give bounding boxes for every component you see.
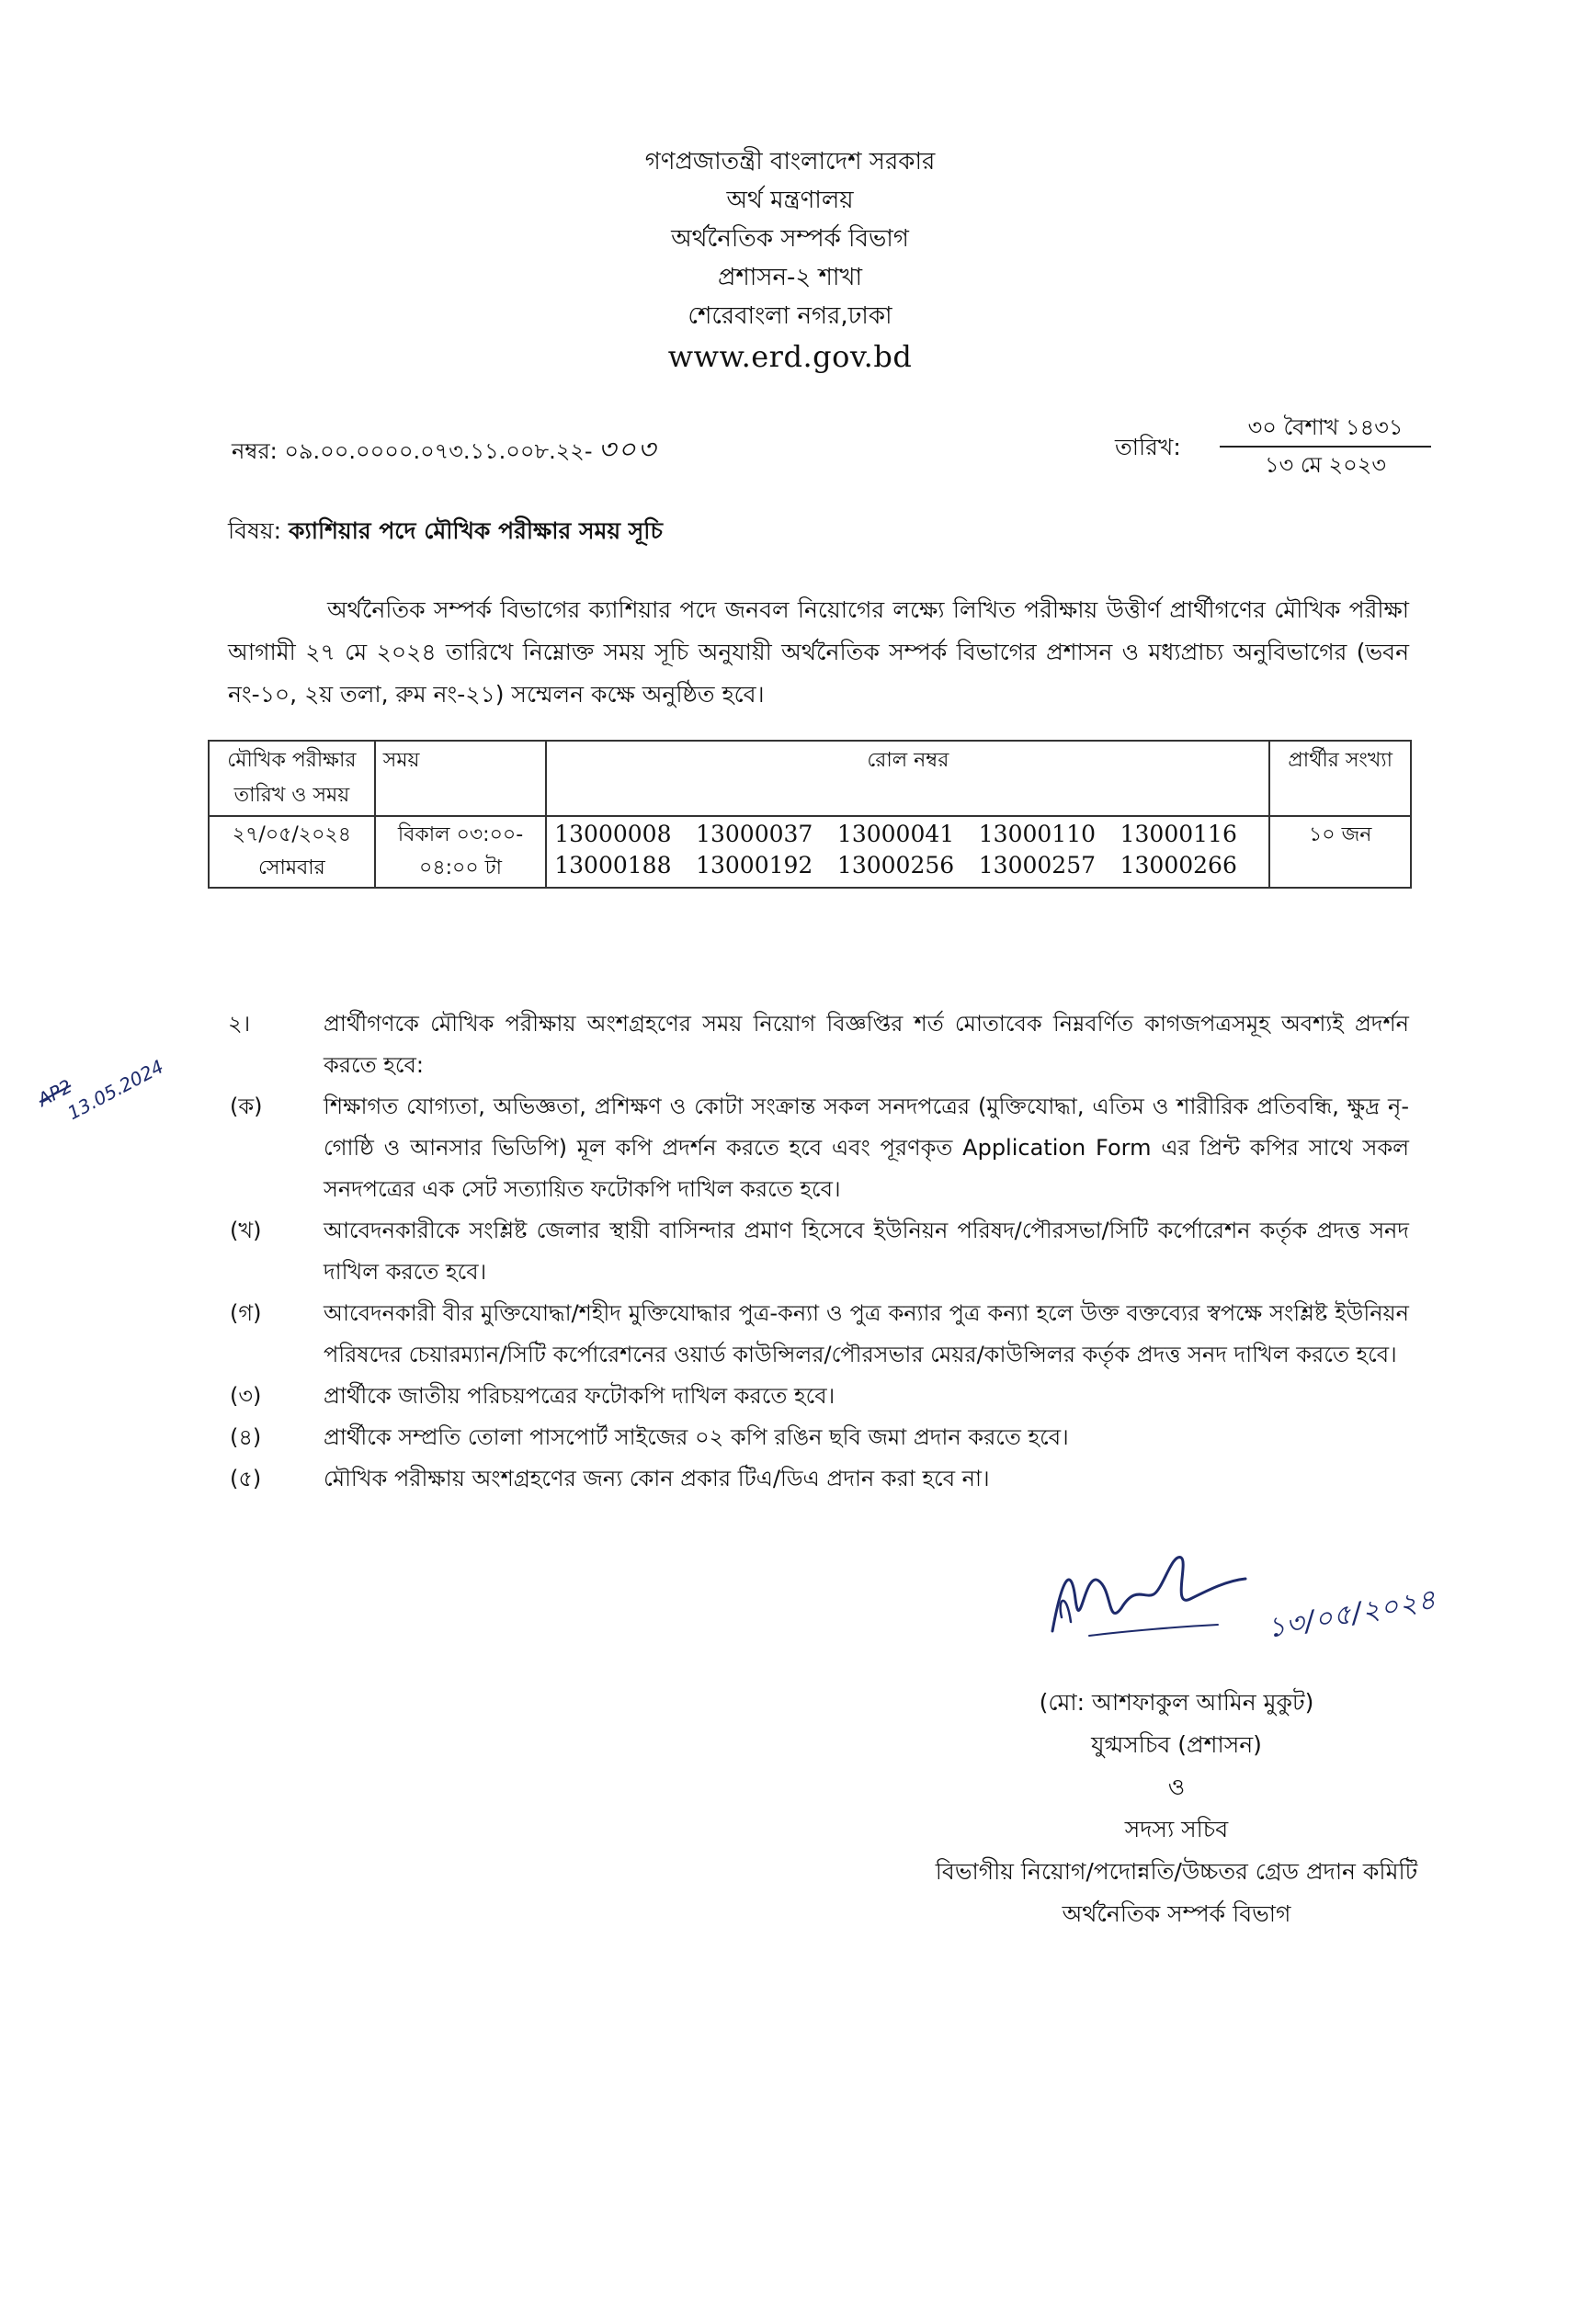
cell-time: [375, 816, 546, 888]
roll-number: 13000257: [978, 852, 1097, 879]
header-line-government: গণপ্রজাতন্ত্রী বাংলাদেশ সরকার: [644, 148, 936, 176]
date-gregorian: ১৩ মে ২০২৩: [1265, 452, 1386, 478]
list-item: [228, 1458, 1409, 1500]
list-item: [228, 1086, 1409, 1210]
instruction-list: [228, 1003, 1409, 1500]
list-item-number: (খ): [230, 1218, 262, 1243]
header-line-address: শেরেবাংলা নগর,ঢাকা: [688, 302, 892, 330]
list-item-number: (৫): [230, 1466, 262, 1491]
list-item-text: প্রার্থীকে জাতীয় পরিচয়পত্রের ফটোকপি দাখিল করতে হবে।: [324, 1383, 835, 1409]
signatory-committee: বিভাগীয় নিয়োগ/পদোন্নতি/উচ্চতর গ্রেড প্রদান কমিটি: [935, 1858, 1418, 1885]
memo-number: [232, 427, 657, 474]
signature-handwritten-date: ১৩/০৫/২০২৪: [1265, 1583, 1439, 1645]
header-website: www.erd.gov.bd: [667, 339, 913, 374]
list-item: [228, 1210, 1409, 1293]
schedule-table: [208, 740, 1412, 889]
list-item: [228, 1003, 1409, 1086]
list-item: [228, 1376, 1409, 1417]
header-cell-roll: রোল নম্বর: [546, 741, 1269, 816]
roll-number: 13000008: [554, 821, 672, 847]
list-item-text: প্রার্থীকে সম্প্রতি তোলা পাসপোর্ট সাইজের ০২ কপি রঙিন ছবি জমা প্রদান করতে হবে।: [324, 1424, 1069, 1450]
list-item-text: প্রার্থীগণকে মৌখিক পরীক্ষায় অংশগ্রহণের সময় নিয়োগ বিজ্ঞপ্তির শর্ত মোতাবেক নিম্নবর্ণিত কাগজপত্রসমূহ অবশ্যই প্রদর্শন করতে হবে:: [324, 1011, 1409, 1078]
margin-note-initials: AP2: [33, 1074, 76, 1111]
list-item-number: (গ): [230, 1300, 262, 1326]
roll-number: 13000116: [1120, 821, 1237, 847]
margin-note-date: 13.05.2024: [63, 1055, 167, 1125]
list-item-text: শিক্ষাগত যোগ্যতা, অভিজ্ঞতা, প্রশিক্ষণ ও কোটা সংক্রান্ত সকল সনদপত্রের (মুক্তিযোদ্ধা, এতিম ও শারীরিক প্রতিবন্ধি, ক্ষুদ্র নৃ-গোষ্ঠি ও আনসার ভিডিপি) মূল কপি প্রদর্শন করতে হবে এবং পূরণকৃত Application Form এর প্রিন্ট কপির সাথে সকল সনদপত্রের এক সেট সত্যায়িত ফটোকপি দাখিল করতে হবে।: [324, 1094, 1409, 1202]
list-item-text: মৌখিক পরীক্ষায় অংশগ্রহণের জন্য কোন প্রকার টিএ/ডিএ প্রদান করা হবে না।: [324, 1466, 990, 1491]
roll-number: 13000110: [978, 821, 1097, 847]
handwritten-margin-note: [33, 1031, 168, 1136]
cell-rolls: [546, 816, 1269, 888]
cell-time-line2: ০৪:০০ টা: [419, 856, 502, 879]
subject-text: ক্যাশিয়ার পদে মৌখিক পরীক্ষার সময় সূচি: [288, 517, 663, 544]
signatory-name: (মো: আশফাকুল আমিন মুকুট): [1039, 1689, 1314, 1716]
header-cell-date: মৌখিক পরীক্ষার তারিখ ও সময়: [209, 741, 375, 816]
memo-handwritten-number: ৩০৩: [597, 434, 658, 466]
signatory-and: ও: [1167, 1774, 1186, 1800]
cell-time-line1: বিকাল ০৩:০০-: [397, 823, 524, 846]
header-cell-count: প্রার্থীর সংখ্যা: [1269, 741, 1411, 816]
list-item: [228, 1293, 1409, 1376]
subject-line: [228, 513, 663, 552]
list-item-text: আবেদনকারী বীর মুক্তিযোদ্ধা/শহীদ মুক্তিযোদ্ধার পুত্র-কন্যা ও পুত্র কন্যার পুত্র কন্যা হলে উক্ত বক্তব্যের স্বপক্ষে সংশ্লিষ্ট ইউনিয়ন পরিষদের চেয়ারম্যান/সিটি কর্পোরেশনের ওয়ার্ড কাউন্সিলর/পৌরসভার মেয়র/কাউন্সিলর কর্তৃক প্রদত্ত সনদ দাখিল করতে হবে।: [324, 1300, 1409, 1367]
date-bangla: ৩০ বৈশাখ ১৪৩১: [1220, 411, 1431, 448]
memo-number-label: নম্বর: ০৯.০০.০০০০.০৭৩.১১.০০৮.২২-: [232, 438, 593, 464]
list-item-number: ২।: [228, 1011, 251, 1037]
date-label: তারিখ:: [1115, 434, 1181, 460]
list-item-number: (৩): [230, 1383, 262, 1409]
list-item-text: আবেদনকারীকে সংশ্লিষ্ট জেলার স্থায়ী বাসিন্দার প্রমাণ হিসেবে ইউনিয়ন পরিষদ/পৌরসভা/সিটি কর্পোরেশন কর্তৃক প্রদত্ত সনদ দাখিল করতে হবে।: [324, 1218, 1409, 1285]
header-line-branch: প্রশাসন-২ শাখা: [717, 264, 863, 291]
header-line-division: অর্থনৈতিক সম্পর্ক বিভাগ: [671, 225, 909, 253]
roll-number: 13000041: [836, 821, 955, 847]
roll-number: 13000188: [554, 852, 672, 879]
header-cell-time: সময়: [375, 741, 546, 816]
roll-number-grid: [547, 817, 1268, 885]
cell-date-value: ২৭/০৫/২০২৪: [232, 823, 351, 846]
signatory-designation: যুগ্মসচিব (প্রশাসন): [1091, 1731, 1262, 1758]
roll-number: 13000256: [836, 852, 955, 879]
roll-number: 13000266: [1120, 852, 1237, 879]
list-item-number: (ক): [230, 1094, 263, 1119]
cell-day-value: সোমবার: [258, 856, 325, 879]
list-item-number: (৪): [230, 1424, 262, 1450]
cell-date: [209, 816, 375, 888]
letterhead: [0, 142, 1580, 376]
header-line-ministry: অর্থ মন্ত্রণালয়: [726, 187, 854, 214]
subject-label: বিষয়:: [228, 517, 282, 544]
signatory-division: অর্থনৈতিক সম্পর্ক বিভাগ: [1062, 1900, 1291, 1927]
signatory-role: সদস্য সচিব: [1124, 1816, 1229, 1842]
date-block: [1220, 411, 1431, 482]
cell-count: ১০ জন: [1269, 816, 1411, 888]
table-row: [209, 816, 1411, 888]
table-header-row: [209, 741, 1411, 816]
roll-number: 13000037: [696, 821, 813, 847]
signatory-block: [827, 1682, 1526, 1935]
list-item: [228, 1417, 1409, 1458]
intro-paragraph: অর্থনৈতিক সম্পর্ক বিভাগের ক্যাশিয়ার পদে জনবল নিয়োগের লক্ষ্যে লিখিত পরীক্ষায় উত্তীর্ণ প্রার্থীগণের মৌখিক পরীক্ষা আগামী ২৭ মে ২০২৪ তারিখে নিম্নোক্ত সময় সূচি অনুযায়ী অর্থনৈতিক সম্পর্ক বিভাগের প্রশাসন ও মধ্যপ্রাচ্য অনুবিভাগের (ভবন নং-১০, ২য় তলা, রুম নং-২১) সম্মেলন কক্ষে অনুষ্ঠিত হবে।: [228, 596, 1409, 708]
roll-number: 13000192: [696, 852, 813, 879]
